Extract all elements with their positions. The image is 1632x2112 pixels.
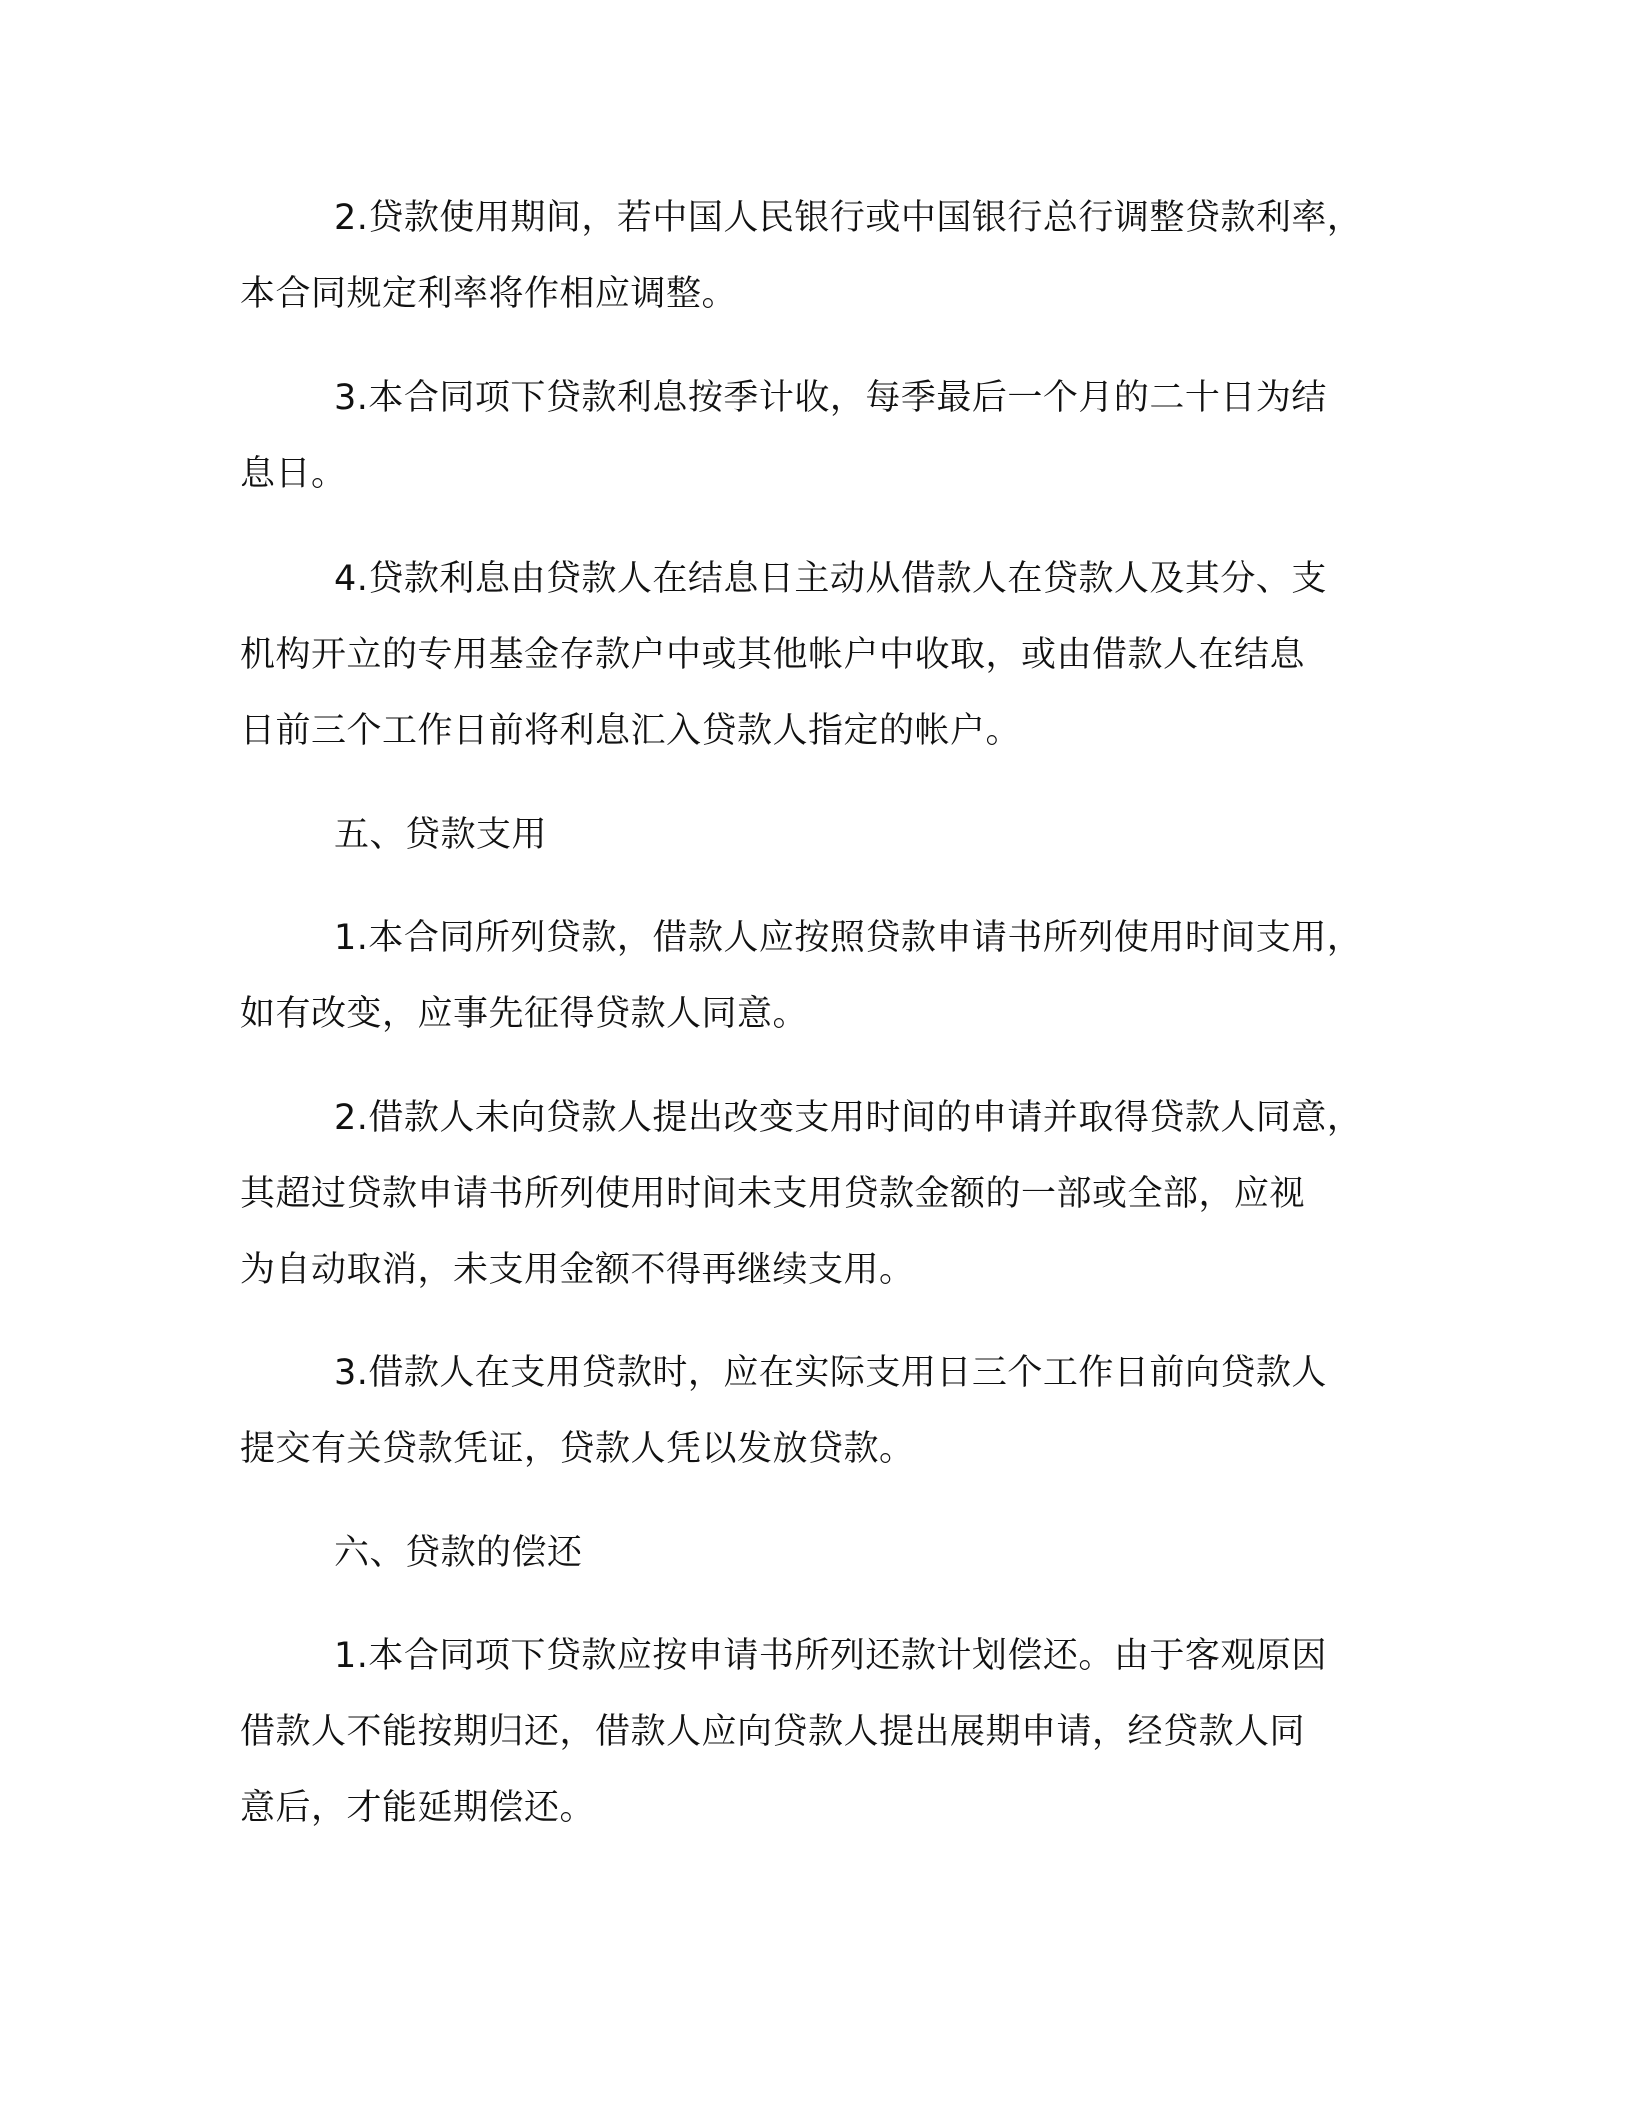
paragraph-drawdown-cancellation <box>240 1080 1390 1308</box>
text-line: 为自动取消，未支用金额不得再继续支用。 <box>240 1250 915 1290</box>
text-line: 2.贷款使用期间，若中国人民银行或中国银行总行调整贷款利率， <box>334 198 1363 238</box>
text-line: 息日。 <box>240 454 347 494</box>
paragraph-interest-quarterly <box>240 360 1390 512</box>
text-line: 机构开立的专用基金存款户中或其他帐户中收取，或由借款人在结息 <box>240 635 1306 675</box>
text-line: 其超过贷款申请书所列使用时间未支用贷款金额的一部或全部，应视 <box>240 1174 1306 1214</box>
paragraph-repayment-plan <box>240 1618 1390 1846</box>
text-line: 提交有关贷款凭证，贷款人凭以发放贷款。 <box>240 1429 915 1469</box>
text-line: 意后，才能延期偿还。 <box>240 1788 596 1828</box>
paragraph-rate-adjustment <box>240 180 1390 332</box>
heading-text: 六、贷款的偿还 <box>334 1533 583 1573</box>
text-line: 4.贷款利息由贷款人在结息日主动从借款人在贷款人及其分、支 <box>334 559 1327 599</box>
section-heading-loan-drawdown <box>240 797 1390 873</box>
text-line: 借款人不能按期归还，借款人应向贷款人提出展期申请，经贷款人同 <box>240 1712 1306 1752</box>
section-heading-loan-repayment <box>240 1515 1390 1591</box>
text-line: 如有改变，应事先征得贷款人同意。 <box>240 994 809 1034</box>
text-line: 1.本合同项下贷款应按申请书所列还款计划偿还。由于客观原因 <box>334 1636 1327 1676</box>
paragraph-drawdown-schedule <box>240 900 1390 1052</box>
text-line: 本合同规定利率将作相应调整。 <box>240 274 738 314</box>
text-line: 2.借款人未向贷款人提出改变支用时间的申请并取得贷款人同意， <box>334 1098 1363 1138</box>
text-line: 3.本合同项下贷款利息按季计收，每季最后一个月的二十日为结 <box>334 378 1327 418</box>
text-line: 3.借款人在支用贷款时，应在实际支用日三个工作日前向贷款人 <box>334 1353 1327 1393</box>
paragraph-interest-collection <box>240 541 1390 769</box>
text-line: 1.本合同所列贷款，借款人应按照贷款申请书所列使用时间支用， <box>334 918 1363 958</box>
text-line: 日前三个工作日前将利息汇入贷款人指定的帐户。 <box>240 711 1022 751</box>
heading-text: 五、贷款支用 <box>334 815 548 855</box>
paragraph-drawdown-documents <box>240 1335 1390 1487</box>
